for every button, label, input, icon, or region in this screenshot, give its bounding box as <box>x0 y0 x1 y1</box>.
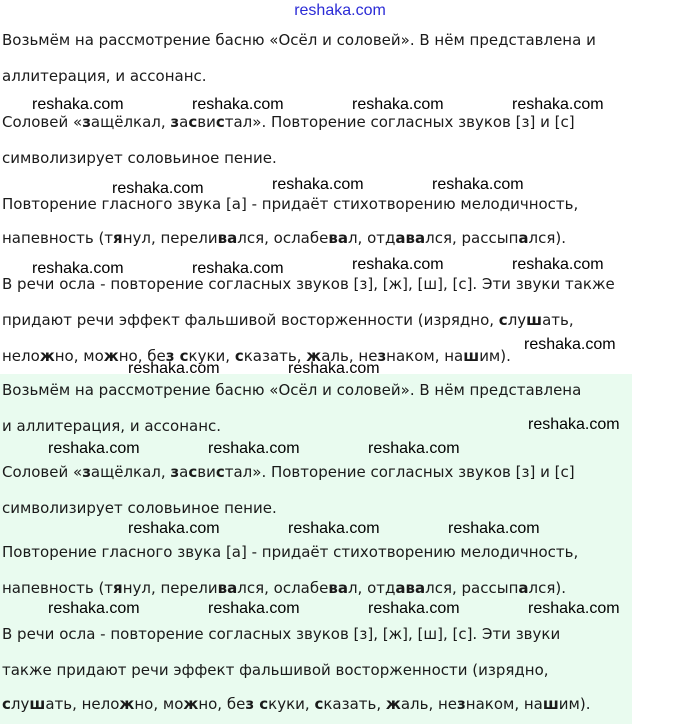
watermark: reshaka.com <box>512 256 604 273</box>
text-line: неложно, можно, без скуки, сказать, жаль, незнаком, нашим). <box>2 347 511 365</box>
watermark: reshaka.com <box>448 520 540 537</box>
watermark: reshaka.com <box>48 600 140 617</box>
highlighted-letters: з <box>170 463 180 481</box>
text-line: символизирует соловьиное пение. <box>2 499 277 517</box>
watermark: reshaka.com <box>192 96 284 113</box>
text-line: В речи осла - повторение согласных звуков [з], [ж], [ш], [с]. Эти звуки также <box>2 275 615 293</box>
highlighted-letters: с <box>498 311 508 329</box>
highlighted-letters: с <box>188 463 198 481</box>
watermark: reshaka.com <box>528 416 620 433</box>
watermark: reshaka.com <box>208 600 300 617</box>
watermark: reshaka.com <box>32 96 124 113</box>
highlighted-letters: з <box>82 463 91 481</box>
watermark: reshaka.com <box>352 256 444 273</box>
text-line: Соловей «защёлкал, засвистал». Повторение согласных звуков [з] и [с] <box>2 463 575 481</box>
highlighted-letters: ж <box>306 347 322 365</box>
text-line: придают речи эффект фальшивой восторженности (изрядно, слушать, <box>2 311 574 329</box>
watermark: reshaka.com <box>112 180 204 197</box>
text-line: В речи осла - повторение согласных звуков [з], [ж], [ш], [с]. Эти звуки <box>2 625 561 643</box>
highlighted-letters: ш <box>463 347 480 365</box>
text-line: слушать, неложно, можно, без скуки, сказать, жаль, незнаком, нашим). <box>2 695 591 713</box>
watermark: reshaka.com <box>288 520 380 537</box>
watermark: reshaka.com <box>272 176 364 193</box>
highlighted-letters: ж <box>385 695 401 713</box>
highlighted-letters: з с <box>165 347 189 365</box>
highlighted-letters: ава <box>395 229 426 247</box>
highlighted-letters: с <box>234 347 244 365</box>
highlighted-letters: з с <box>245 695 269 713</box>
watermark: reshaka.com <box>528 600 620 617</box>
watermark: reshaka.com <box>128 520 220 537</box>
highlighted-letters: з <box>82 113 91 131</box>
watermark: reshaka.com <box>368 600 460 617</box>
highlighted-letters: ва <box>217 579 238 597</box>
text-line: Возьмём на рассмотрение басню «Осёл и соловей». В нём представлена <box>2 381 582 399</box>
watermark: reshaka.com <box>192 260 284 277</box>
highlighted-letters: с <box>314 695 324 713</box>
watermark: reshaka.com <box>352 96 444 113</box>
text-line: аллитерация, и ассонанс. <box>2 67 207 85</box>
highlighted-letters: ва <box>328 229 348 247</box>
highlighted-letters: з <box>377 347 387 365</box>
watermark: reshaka.com <box>432 176 524 193</box>
highlighted-letters: с <box>2 695 11 713</box>
text-line: и аллитерация, и ассонанс. <box>2 417 222 435</box>
text-line: Соловей «защёлкал, засвистал». Повторение согласных звуков [з] и [с] <box>2 113 575 131</box>
highlighted-letters: ж <box>39 347 55 365</box>
highlighted-letters: ва <box>328 579 348 597</box>
text-line: Возьмём на рассмотрение басню «Осёл и соловей». В нём представлена и <box>2 31 596 49</box>
highlighted-letters: а <box>518 579 529 597</box>
highlighted-letters: ж <box>103 347 119 365</box>
highlighted-letters: ж <box>183 695 199 713</box>
solution-block-1 <box>0 28 680 372</box>
watermark: reshaka.com <box>128 360 220 377</box>
highlighted-letters: я <box>113 229 123 247</box>
highlighted-letters: а <box>518 229 529 247</box>
watermark: reshaka.com <box>32 260 124 277</box>
text-line: напевность (тянул, переливался, ослабевал, отдавался, рассыпался). <box>2 579 566 597</box>
text-line: напевность (тянул, переливался, ослабевал, отдавался, рассыпался). <box>2 229 566 247</box>
watermark: reshaka.com <box>288 360 380 377</box>
text-line: символизирует соловьиное пение. <box>2 149 277 167</box>
highlighted-letters: ш <box>526 311 543 329</box>
highlighted-letters: с <box>215 113 225 131</box>
watermark: reshaka.com <box>48 440 140 457</box>
highlighted-letters: ш <box>542 695 559 713</box>
text-line: Повторение гласного звука [а] - придаёт стихотворению мелодичность, <box>2 195 579 213</box>
site-header-logo[interactable]: reshaka.com <box>294 2 386 19</box>
watermark: reshaka.com <box>524 336 616 353</box>
highlighted-letters: с <box>188 113 198 131</box>
highlighted-letters: с <box>215 463 225 481</box>
text-line: Повторение гласного звука [а] - придаёт стихотворению мелодичность, <box>2 543 579 561</box>
text-line: также придают речи эффект фальшивой восторженности (изрядно, <box>2 661 549 679</box>
highlighted-letters: з <box>170 113 180 131</box>
highlighted-letters: ж <box>119 695 135 713</box>
highlighted-letters: ш <box>29 695 46 713</box>
watermark: reshaka.com <box>368 440 460 457</box>
highlighted-letters: ва <box>217 229 238 247</box>
highlighted-letters: з <box>457 695 466 713</box>
watermark: reshaka.com <box>208 440 300 457</box>
highlighted-letters: ава <box>395 579 426 597</box>
highlighted-letters: я <box>113 579 123 597</box>
watermark: reshaka.com <box>512 96 604 113</box>
